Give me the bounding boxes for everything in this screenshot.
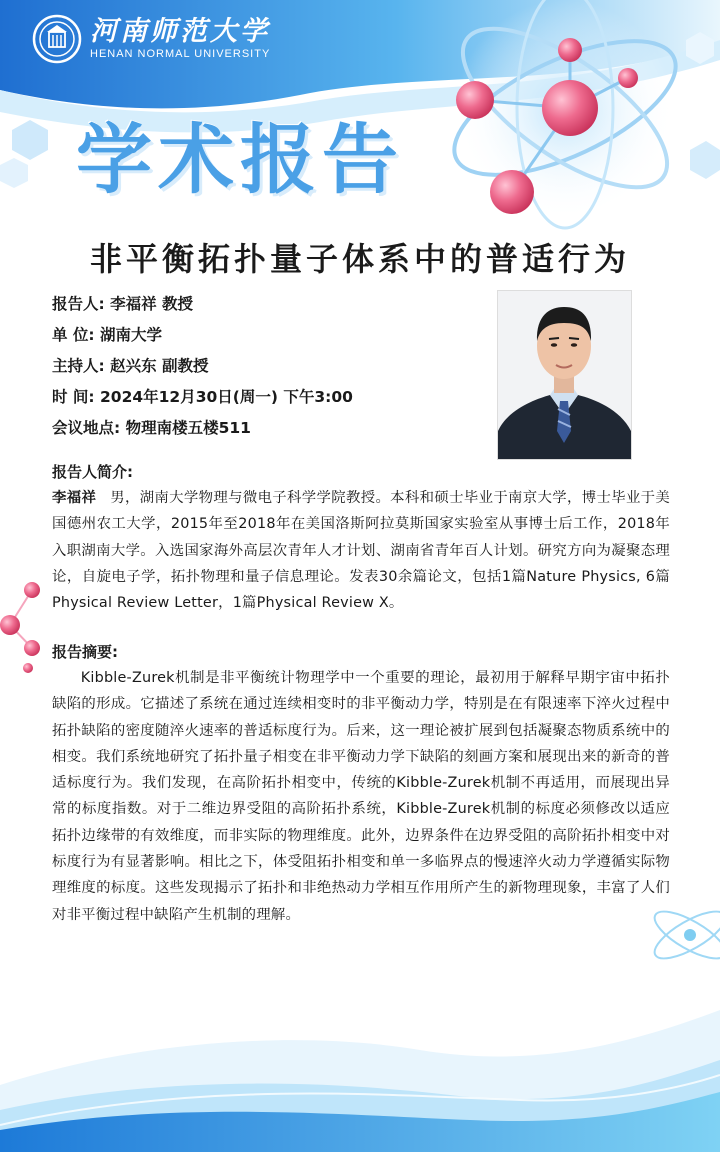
molecule-sphere — [0, 615, 20, 635]
banner-title: 学术报告 — [76, 115, 404, 204]
bio-section — [52, 459, 670, 616]
info-label: 单 位: — [52, 326, 100, 344]
info-label: 会议地点: — [52, 419, 126, 437]
bio-name: 李福祥 — [52, 490, 97, 506]
info-value: 李福祥 教授 — [110, 295, 194, 313]
abstract-heading: 报告摘要: — [52, 643, 118, 661]
info-label: 主持人: — [52, 357, 111, 375]
atom-sphere — [542, 80, 598, 136]
info-host — [52, 353, 353, 384]
molecule-sphere — [23, 663, 33, 673]
hexagon-decoration — [0, 158, 28, 188]
molecule-sphere — [24, 582, 40, 598]
info-value: 2024年12月30日(周一) 下午3:00 — [100, 388, 353, 406]
speaker-photo — [497, 290, 632, 460]
atom-sphere — [684, 929, 696, 941]
hexagon-decoration — [690, 141, 720, 179]
bio-paragraph — [52, 485, 670, 616]
talk-info — [52, 291, 353, 446]
bio-text: 男，湖南大学物理与微电子科学学院教授。本科和硕士毕业于南京大学，博士毕业于美国德州农工大学，2015年至2018年在美国洛斯阿拉莫斯国家实验室从事博士后工作，2018年入职湖南大学。入选国家海外高层次青年人才计划、湖南省青年百人计划。研究方向为凝聚态理论，自旋电子学，拓扑物理和量子信息理论。发表30余篇论文，包括1篇Nature Physics, 6篇 Physical Review Letter，1篇Physical Review X。 — [52, 490, 670, 612]
university-seal-icon — [32, 14, 82, 64]
hexagon-decoration — [12, 120, 48, 160]
info-label: 报告人: — [52, 295, 111, 313]
info-label: 时 间: — [52, 388, 100, 406]
info-value: 物理南楼五楼511 — [125, 419, 251, 437]
atom-sphere — [490, 170, 534, 214]
info-affiliation — [52, 322, 353, 353]
info-value: 湖南大学 — [100, 326, 163, 344]
info-value: 赵兴东 副教授 — [110, 357, 209, 375]
info-location — [52, 415, 353, 446]
university-logo — [32, 14, 270, 64]
abstract-section — [52, 639, 670, 928]
university-name-en: HENAN NORMAL UNIVERSITY — [90, 48, 271, 60]
bio-heading: 报告人简介: — [52, 463, 133, 481]
info-speaker — [52, 291, 353, 322]
talk-title: 非平衡拓扑量子体系中的普适行为 — [89, 240, 630, 278]
atom-sphere — [456, 81, 494, 119]
atom-sphere — [618, 68, 638, 88]
abstract-paragraph: Kibble-Zurek机制是非平衡统计物理学中一个重要的理论，最初用于解释早期宇宙中拓扑缺陷的形成。它描述了系统在通过连续相变时的非平衡动力学，特别是在有限速率下淬火过程中拓扑缺陷的密度随淬火速率的普适标度行为。后来，这一理论被扩展到包括凝聚态物质系统中的相变。我们系统地研究了拓扑量子相变在非平衡动力学下缺陷的刻画方案和展现出来的新奇的普适标度行为。我们发现，在高阶拓扑相变中，传统的Kibble-Zurek机制不再适用，而展现出异常的标度指数。对于二维边界受阻的高阶拓扑系统，Kibble-Zurek机制的标度必须修改以适应拓扑边缘带的有效维度，而非实际的物理维度。此外，边界条件在边界受阻的高阶拓扑相变中对标度行为有显著影响。相比之下，体受阻拓扑相变和单一多临界点的慢速淬火动力学遵循实际物理维度的标度。这些发现揭示了拓扑和非绝热动力学相互作用所产生的新物理现象，丰富了人们对非平衡过程中缺陷产生机制的理解。 — [52, 670, 670, 923]
atom-sphere — [558, 38, 582, 62]
molecule-sphere — [24, 640, 40, 656]
university-name-cn: 河南师范大学 — [90, 16, 270, 47]
info-time — [52, 384, 353, 415]
